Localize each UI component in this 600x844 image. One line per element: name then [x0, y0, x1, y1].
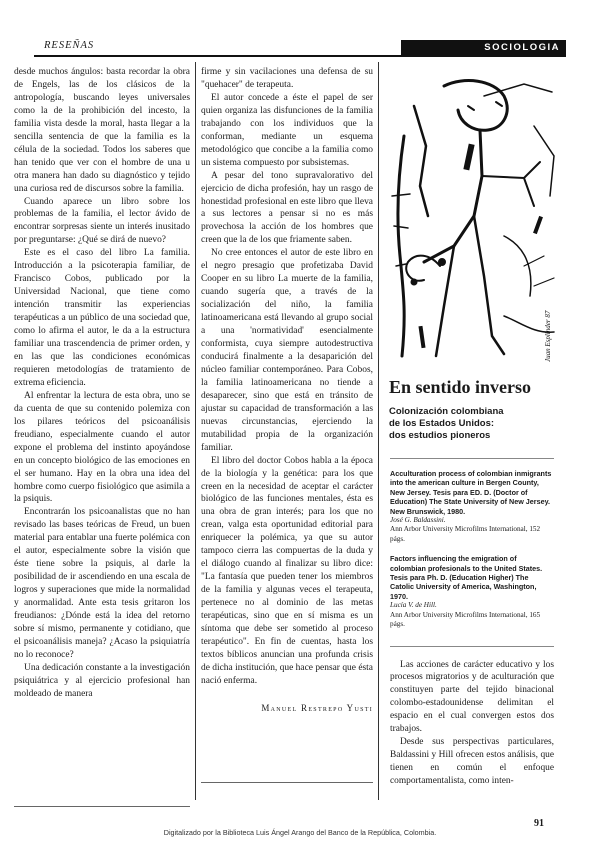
sidebar-body: [390, 659, 554, 788]
sidebar-rule: [390, 458, 554, 459]
paragraph: El autor concede a éste el papel de ser quien organiza las disfunciones de la familia trabajando con los individuos que la conforman, mediante un esquema metodológico que concibe a la familia como un sistema compuesto por subsistemas.: [201, 92, 373, 168]
column-divider: [195, 62, 196, 800]
review-column-1: [14, 66, 190, 701]
paragraph: Desde sus perspectivas particulares, Baldassini y Hill ofrecen estos análisis, que tienen en común el enfoque comportamentalista, como inten-: [390, 736, 554, 786]
sidebar-rule: [390, 646, 554, 647]
reference-title: Factors influencing the emigration of colombian profesionals to the United States. Tesis para Ph. D. (Education Higher) The Catolic University of America, Washington, 1970.: [390, 554, 543, 601]
column-end-rule: [201, 782, 373, 783]
digitization-footer: Digitalizado por la Biblioteca Luis Ángel Arango del Banco de la República, Colombia.: [163, 828, 437, 837]
reference-publisher: Ann Arbor University Microfilms International, 165 págs.: [390, 610, 541, 629]
reference-publisher: Ann Arbor University Microfilms International, 152 págs.: [390, 525, 541, 543]
section-label-sociologia: SOCIOLOGIA: [401, 40, 566, 55]
bibliographic-reference: [390, 469, 554, 544]
column-end-rule: [14, 806, 190, 807]
bibliographic-reference: [390, 554, 554, 629]
paragraph: desde muchos ángulos: basta recordar la obra de Engels, las de los clásicos de la antropología, buscando leyes universales como la de la prohibición del incesto, la familia vista desde la moral, hasta llegar a la sencilla sentencia de que la familia es la célula de la sociedad. Todos los saberes que han tenido que ver con el hombre de una u otra manera han dado su diagnóstico y tejido una curiosa red de discursos sobre la familia.: [14, 67, 190, 194]
section-header-bar: [34, 40, 566, 57]
subtitle-line: dos estudios pioneros: [389, 430, 491, 441]
page-number: 91: [534, 818, 544, 829]
sidebar-review: [384, 66, 560, 788]
sidebar-title: En sentido inverso: [389, 377, 532, 397]
paragraph: Encontrarán los psicoanalistas que no han revisado las bases teóricas de Freud, un buen material para entablar una fuerte polémica con el autor, especialmente sobre la visión que éste tiene sobre la psiquis, al darle la posibilidad de ir ascendiendo en una escala de logros y superaciones que mide la normalidad y anormalidad. Ante esta tesis gritaron los freudianos: ¿Dónde está la idea del retorno sobre sí mismo, permanente y cotidiano, que el psicoanálisis maneja? ¿Acaso la psiquiatría no lo reconoce?: [14, 507, 190, 660]
paragraph: Este es el caso del libro La familia. Introducción a la psicoterapia familiar, de Francisco Cobos, publicado por la Universidad Nacional, que tiene como intención transmitir las experiencias terapéuticas a un público de una sociedad que, como lo afirma el autor, le da a la estructura familiar una trascendencia de primer orden, y en las que las condiciones económicas requieren metodologías de tratamiento de extrema eficiencia.: [14, 248, 190, 388]
illustration-artist-signature: Juan Esplinder 87: [544, 310, 552, 362]
paragraph: Las acciones de carácter educativo y los procesos migratorios y de aculturación que constituyen parte del tejido binacional colombo-estadounidense delimitan el espacio en el cual convergen estos dos trabajos.: [390, 659, 554, 735]
paragraph: Al enfrentar la lectura de esta obra, uno se da cuenta de que su contenido polemiza con los pilares teóricos del psicoanálisis freudiano, especialmente cuando el autor expone el problema del instinto apoyándose en un concepto biológico de las emociones en el ser humano. Hay en la obra una idea del hombre como cuerpo fisiológico que asimila a la psiquis.: [14, 390, 190, 505]
subtitle-line: Colonización colombiana: [389, 406, 504, 417]
paragraph: Una dedicación constante a la investigación psiquiátrica y al ejercicio profesional han moldeado de manera: [14, 662, 190, 699]
reference-author: José G. Baldassini.: [390, 516, 446, 525]
reference-title: Acculturation process of colombian inmigrants into the american culture in Bergen County, New Jersey. Tesis para ED. D. (Doctor of Education) The State University of New Jersey. New Brunswick, 1980.: [390, 469, 552, 516]
ink-illustration: [384, 66, 560, 366]
paragraph: El libro del doctor Cobos habla a la época de la biología y la genética: para los que creen en la necesidad de aceptar el carácter biológico de las funciones mentales, ésta es una obra de gran interés; para los que no crean, valga esta oportunidad editorial para enriquecer la polémica, ya que su autor tampoco cierra las compuertas de la duda y el diálogo cuando al finalizar su libro dice: "La fantasía que pueden tener los miembros de la familia y algunas veces el terapeuta, pertenece no al dominio de las metas terapéuticas, sino que en sí misma es un síntoma que debe ser sometido al proceso terapéutico". En fin de cuentas, hasta los textos bíblicos anuncian una profunda crisis de dicha institución, que hace pensar que ésta nació enferma.: [201, 455, 373, 686]
paragraph: A pesar del tono supravalorativo del ejercicio de dicha profesión, hay un rasgo de honestidad profesional en este libro que lleva a sus lectores a pensar si no es más provechosa la acción de los hombres que creen que la de los que friamente saben.: [201, 170, 373, 246]
sidebar-subtitle: [389, 406, 560, 442]
review-column-2: [201, 66, 373, 715]
paragraph: No cree entonces el autor de este libro en el negro presagio que profetizaba David Cooper en su libro La muerte de la familia, cuando sugería que, a través de la socialización del niño, la familia latinoamericana está llevando al grupo social a una 'normatividad' esencialmente conformista, cuya siempre autodestructiva conducirá finalmente a la desaparición del núcleo familiar contemporáneo. Para Cobos, la familia latinoamericana no tiende a desaparecer, sino que está en tránsito de ajustar su capacidad de transformación a las nuevas circunstancias, ejerciendo la mutabilidad propia de la organización familiar.: [201, 248, 373, 453]
author-signature: Manuel Restrepo Yusti: [261, 702, 373, 713]
section-label-resenas: RESEÑAS: [44, 40, 95, 51]
paragraph: firme y sin vacilaciones una defensa de su "quehacer" de terapeuta.: [201, 67, 373, 90]
reference-author: Lucía V. de Hill.: [390, 601, 437, 610]
paragraph: Cuando aparece un libro sobre los problemas de la familia, el lector ávido de encontrar sorpresas siente un interés inusitado por preguntarse: ¿Qué se dirá de nuevo?: [14, 196, 190, 246]
subtitle-line: de los Estados Unidos:: [389, 418, 495, 429]
column-divider: [378, 62, 379, 800]
